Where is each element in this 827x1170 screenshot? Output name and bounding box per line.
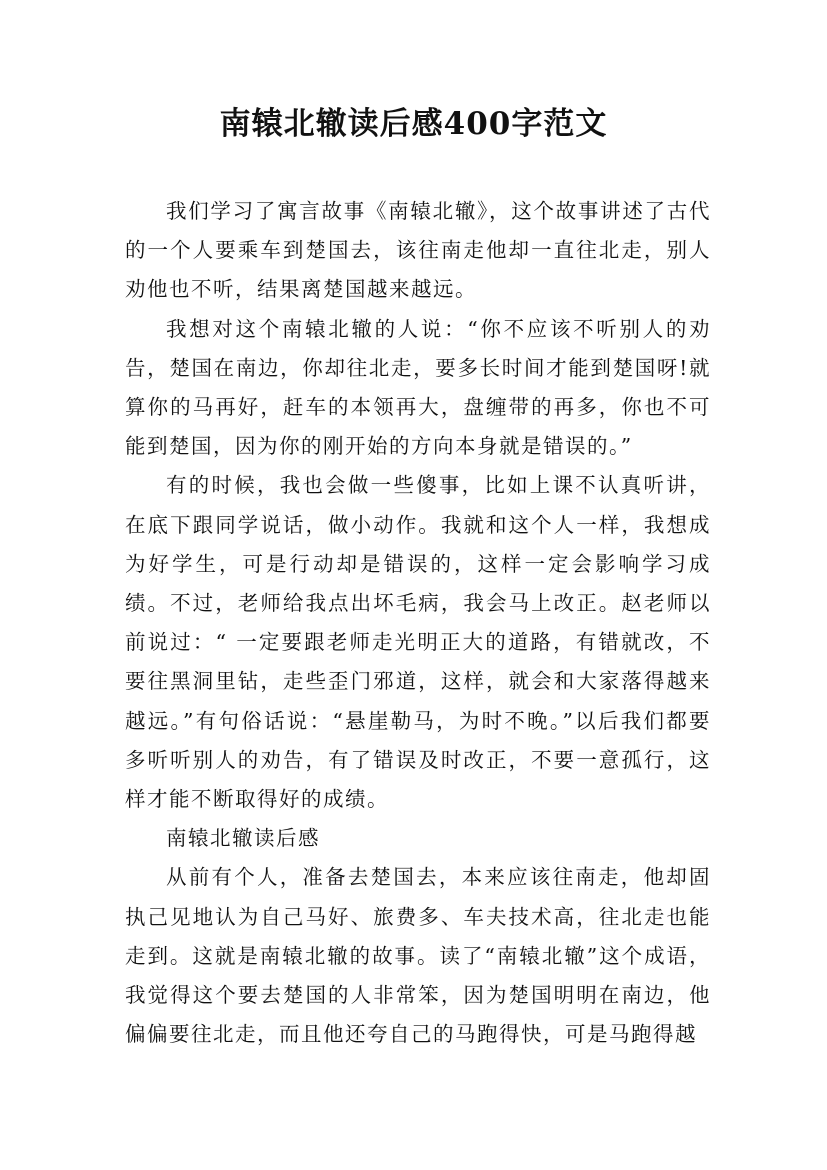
section-heading: 南辕北辙读后感 [166,826,320,851]
document-title: 南辕北辙读后感400字范文 [219,106,608,142]
paragraph-3: 有的时候，我也会做一些傻事，比如上课不认真听讲，在底下跟同学说话，做小动作。我就和这个人一样，我想成为好学生，可是行动却是错误的，这样一定会影响学习成绩。不过，老师给我点出坏毛病，我会马上改正。赵老师以前说过：“ 一定要跟老师走光明正大的道路，有错就改，不要往黑洞里钻，走些歪门邪道，这样，就会和大家落得越来越远。”有句俗话说：“悬崖勒马，为时不晚。”以后我们都要多听听别人的劝告，有了错误及时改正，不要一意孤行，这样才能不断取得好的成绩。 [125,473,711,812]
paragraph-1: 我们学习了寓言故事《南辕北辙》，这个故事讲述了古代的一个人要乘车到楚国去，该往南走他却一直往北走，别人劝他也不听，结果离楚国越来越远。 [125,199,711,302]
paragraph-2: 我想对这个南辕北辙的人说：“你不应该不听别人的劝告，楚国在南边，你却往北走，要多长时间才能到楚国呀!就算你的马再好，赶车的本领再大，盘缠带的再多，你也不可能到楚国，因为你的刚开始的方向本身就是错误的。” [125,316,711,459]
paragraph-4: 从前有个人，准备去楚国去，本来应该往南走，他却固执己见地认为自己马好、旅费多、车夫技术高，往北走也能走到。这就是南辕北辙的故事。读了“南辕北辙”这个成语，我觉得这个要去楚国的人非常笨，因为楚国明明在南边，他偏偏要往北走，而且他还夸自己的马跑得快，可是马跑得越 [125,865,711,1047]
document-body [125,192,711,1054]
